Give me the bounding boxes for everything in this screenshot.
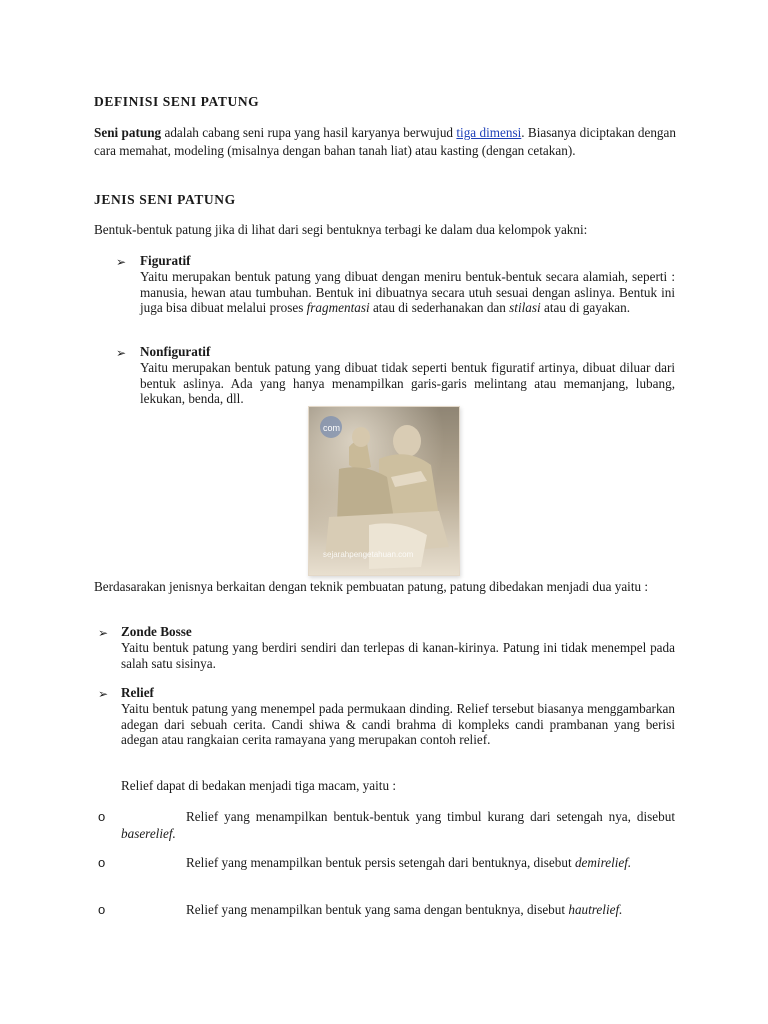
logo-text: com (323, 423, 341, 433)
arrow-bullet-icon: ➢ (116, 346, 127, 360)
relief-type-demirelief (121, 854, 675, 871)
relief-type-hautrelief (121, 901, 675, 918)
relief-type-text: Relief yang menampilkan bentuk yang sama dengan bentuknya, disebut (186, 902, 569, 917)
arrow-bullet-icon: ➢ (116, 255, 127, 269)
arrow-bullet-icon: ➢ (98, 687, 109, 701)
statue-image (309, 407, 459, 575)
item-title-zonde-bosse: Zonde Bosse (121, 624, 192, 639)
statue-photo (308, 406, 460, 576)
heading-definisi: DEFINISI SENI PATUNG (94, 94, 260, 109)
term-hautrelief: hautrelief. (568, 902, 623, 917)
relief-type-text: Relief yang menampilkan bentuk-bentuk yang timbul kurang dari setengah nya, disebut (186, 809, 675, 824)
relief-type-baserelief (121, 808, 675, 842)
relief-type-text: Relief yang menampilkan bentuk persis setengah dari bentuknya, disebut (186, 855, 575, 870)
circle-bullet-icon: o (98, 855, 106, 870)
definisi-text-2: . Biasanya diciptakan dengan cara memahat, modeling (misalnya dengan bahan tanah liat) atau kasting (dengan cetakan). (94, 125, 676, 158)
paragraph-relief-intro: Relief dapat di bedakan menjadi tiga macam, yaitu : (121, 778, 397, 793)
item-body-nonfiguratif: Yaitu merupakan bentuk patung yang dibuat tidak seperti bentuk figuratif artinya, dibuat diluar dari bentuk aslinya. Ada yang hanya menampilkan garis-garis melintang atau memanjang, lubang, lekukan, benda, dll. (140, 360, 675, 406)
heading-jenis: JENIS SENI PATUNG (94, 192, 236, 207)
term-seni-patung: Seni patung (94, 125, 162, 140)
term-baserelief: baserelief. (121, 826, 176, 841)
term-stilasi: stilasi (509, 300, 541, 315)
figuratif-text-3: atau di gayakan. (540, 300, 631, 315)
item-title-relief: Relief (121, 685, 154, 700)
figuratif-text-1: Yaitu merupakan bentuk patung yang dibuat dengan meniru bentuk-bentuk secara alamiah, seperti : manusia, hewan atau tumbuhan. Bentuk ini dibuatnya secara utuh sesuai dengan aslinya. Bentuk ini juga bisa dibuat melalui proses (140, 269, 675, 315)
item-title-nonfiguratif: Nonfiguratif (140, 344, 211, 359)
paragraph-definisi (94, 124, 676, 160)
watermark-text: sejarahpengetahuan.com (323, 550, 414, 559)
arrow-bullet-icon: ➢ (98, 626, 109, 640)
item-title-figuratif: Figuratif (140, 253, 191, 268)
term-demirelief: demirelief. (574, 855, 632, 870)
definisi-text-1: adalah cabang seni rupa yang hasil karyanya berwujud (161, 125, 457, 140)
item-body-relief: Yaitu bentuk patung yang menempel pada permukaan dinding. Relief tersebut biasanya menggambarkan adegan dari sebuah cerita. Candi shiwa & candi brahma di kompleks candi prambanan yang berisi adegan atau rangkaian cerita ramayana yang merupakan contoh relief. (121, 701, 675, 747)
link-tiga-dimensi[interactable]: tiga dimensi (456, 125, 522, 140)
term-fragmentasi: fragmentasi (306, 300, 370, 315)
circle-bullet-icon: o (98, 902, 106, 917)
paragraph-jenis-intro: Bentuk-bentuk patung jika di lihat dari segi bentuknya terbagi ke dalam dua kelompok yakni: (94, 222, 588, 237)
item-body-zonde-bosse: Yaitu bentuk patung yang berdiri sendiri dan terlepas di kanan-kirinya. Patung ini tidak menempel pada salah satu sisinya. (121, 640, 675, 671)
figuratif-text-2: atau di sederhanakan dan (369, 300, 510, 315)
paragraph-teknik-intro: Berdasarakan jenisnya berkaitan dengan teknik pembuatan patung, patung dibedakan menjadi dua yaitu : (94, 579, 649, 594)
item-body-figuratif (140, 269, 675, 316)
circle-bullet-icon: o (98, 809, 106, 824)
